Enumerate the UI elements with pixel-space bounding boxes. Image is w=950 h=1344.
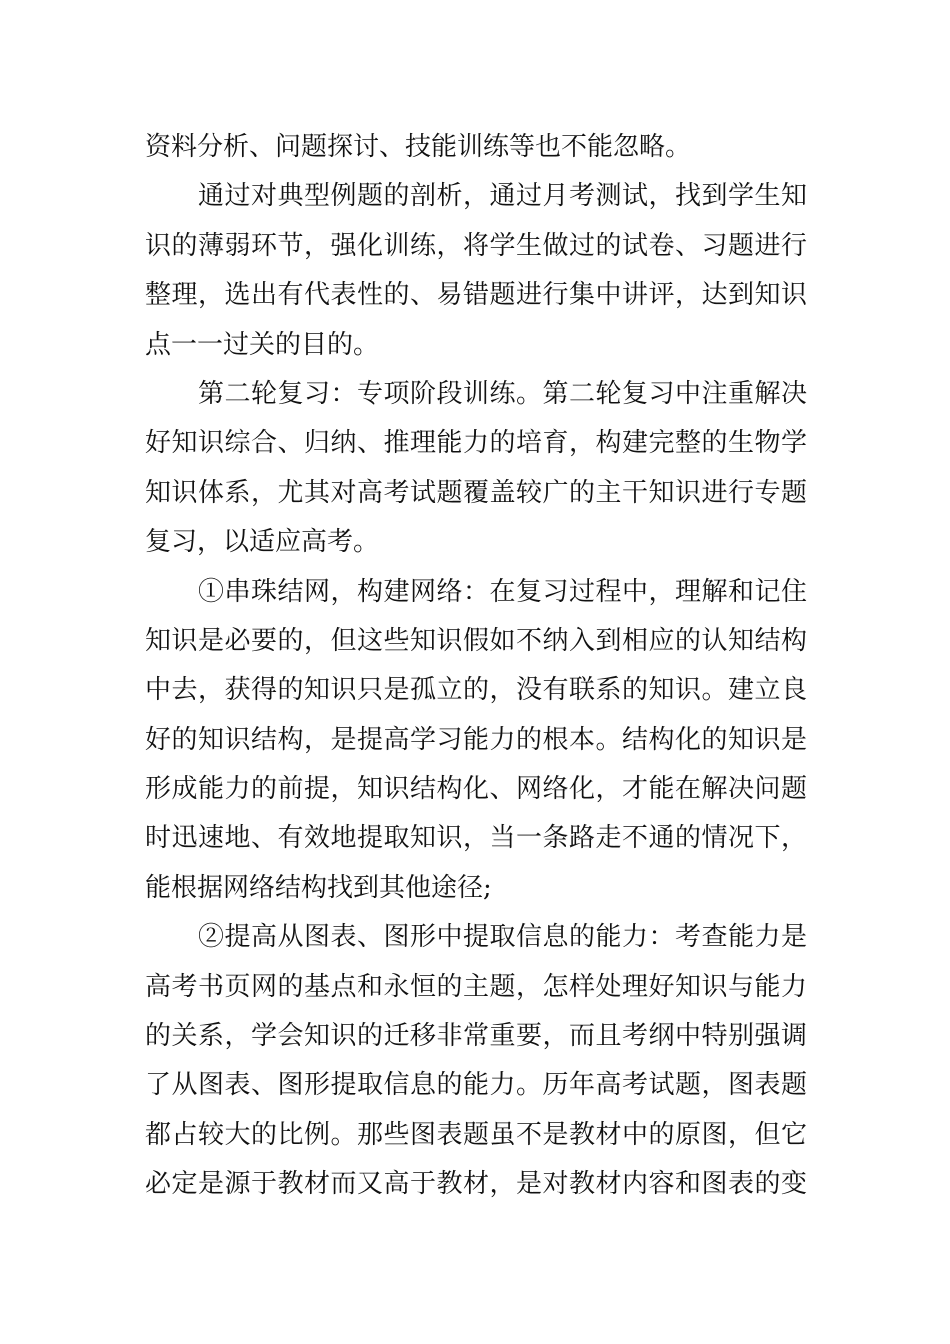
text-line: 好知识综合、归纳、推理能力的培育，构建完整的生物学 [145,428,807,459]
text-line: 时迅速地、有效地提取知识，当一条路走不通的情况下， [145,823,807,854]
text-line: 知识体系，尤其对高考试题覆盖较广的主干知识进行专题 [145,477,807,508]
text-line: 好的知识结构，是提高学习能力的根本。结构化的知识是 [145,724,807,755]
text-line: 识的薄弱环节，强化训练，将学生做过的试卷、习题进行 [145,230,807,261]
text-line: 整理，选出有代表性的、易错题进行集中讲评，达到知识 [145,280,807,311]
text-line: 第二轮复习：专项阶段训练。第二轮复习中注重解决 [145,378,807,409]
text-line: 通过对典型例题的剖析，通过月考测试，找到学生知 [145,181,807,212]
text-line: 了从图表、图形提取信息的能力。历年高考试题，图表题 [145,1070,807,1101]
text-line: 中去，获得的知识只是孤立的，没有联系的知识。建立良 [145,675,807,706]
text-line: 的关系，学会知识的迁移非常重要，而且考纲中特别强调 [145,1021,807,1052]
text-line: 知识是必要的，但这些知识假如不纳入到相应的认知结构 [145,625,807,656]
text-line: 能根据网络结构找到其他途径; [145,872,492,903]
text-line: ②提高从图表、图形中提取信息的能力：考查能力是 [145,922,807,953]
text-line: 形成能力的前提，知识结构化、网络化，才能在解决问题 [145,774,807,805]
text-line: 高考书页网的基点和永恒的主题，怎样处理好知识与能力 [145,971,807,1002]
text-line: ①串珠结网，构建网络：在复习过程中，理解和记住 [145,576,807,607]
text-line: 都占较大的比例。那些图表题虽不是教材中的原图，但它 [145,1119,807,1150]
text-line: 必定是源于教材而又高于教材，是对教材内容和图表的变 [145,1169,807,1200]
body-text [145,123,807,1210]
text-line: 点一一过关的目的。 [145,329,380,360]
text-line: 复习，以适应高考。 [145,527,380,558]
text-line: 资料分析、问题探讨、技能训练等也不能忽略。 [145,132,692,162]
